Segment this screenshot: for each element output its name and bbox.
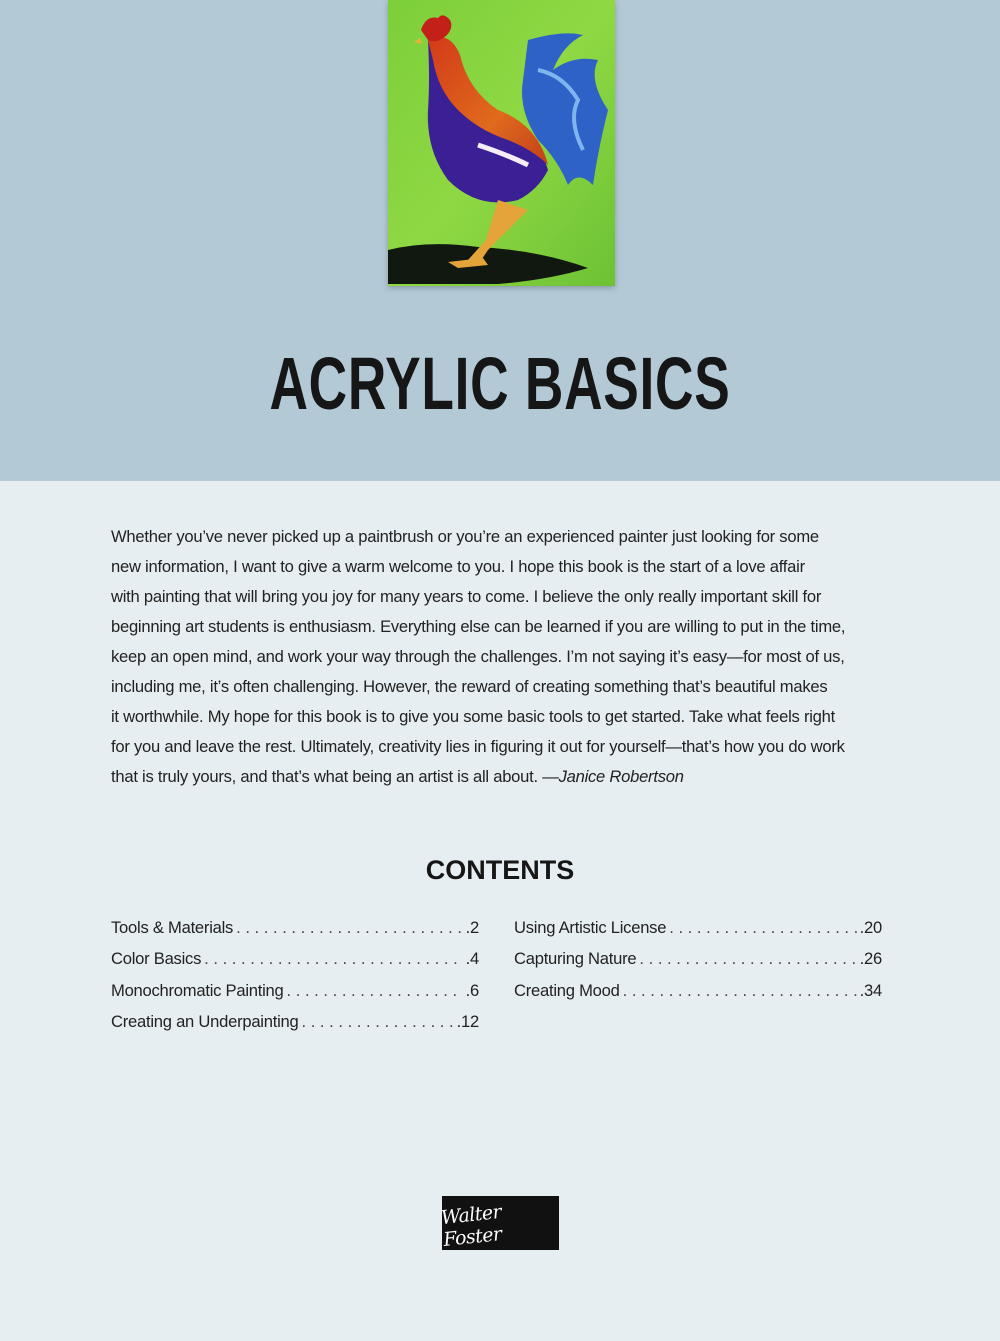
toc-leader (236, 918, 463, 938)
toc-left-column (111, 918, 479, 1043)
toc-entry[interactable] (111, 981, 479, 1012)
intro-line: it worthwhile. My hope for this book is to give you some basic tools to get started. Take what feels right (111, 707, 835, 726)
toc-page: .34 (859, 980, 882, 1000)
page-title: ACRYLIC BASICS (269, 342, 731, 425)
toc-label: Tools & Materials (111, 918, 234, 937)
toc-leader (639, 949, 856, 969)
intro-last-line: that is truly yours, and that’s what being an artist is all about. (111, 767, 543, 786)
publisher-logo-text: Walter Foster (440, 1200, 503, 1251)
intro-line: with painting that will bring you joy for many years to come. I believe the only really important skill for (111, 587, 822, 606)
intro-line: new information, I want to give a warm welcome to you. I hope this book is the start of a love affair (111, 557, 805, 576)
intro-line (111, 762, 911, 792)
toc-page: .4 (465, 949, 479, 969)
toc-label: Capturing Nature (514, 949, 637, 969)
intro-line: for you and leave the rest. Ultimately, creativity lies in figuring it out for yourself—that’s how you do work (111, 737, 845, 756)
toc-entry[interactable] (111, 949, 479, 980)
intro-line: keep an open mind, and work your way through the challenges. I’m not saying it’s easy—for most of us, (111, 647, 845, 666)
intro-line: beginning art students is enthusiasm. Everything else can be learned if you are willing to put in the time, (111, 617, 846, 636)
toc-entry[interactable] (514, 918, 882, 949)
rooster-painting (388, 0, 615, 286)
toc-page: .6 (465, 980, 479, 1000)
toc-page: .20 (859, 918, 882, 937)
intro-line: Whether you’ve never picked up a paintbrush or you’re an experienced painter just looking for some (111, 527, 819, 546)
intro-paragraph (111, 522, 911, 792)
toc-leader (301, 1012, 453, 1032)
toc-entry[interactable] (514, 949, 882, 980)
toc-label: Creating Mood (514, 980, 620, 1000)
toc-entry[interactable] (514, 981, 882, 1012)
toc-label: Using Artistic License (514, 918, 667, 937)
toc-page: .2 (465, 918, 479, 937)
cover-header (0, 0, 1000, 481)
toc-leader (204, 949, 463, 969)
toc-page: .12 (456, 1011, 479, 1031)
toc-label: Monochromatic Painting (111, 980, 284, 1000)
toc-label: Color Basics (111, 949, 202, 969)
publisher-logo (442, 1196, 559, 1250)
toc-label: Creating an Underpainting (111, 1011, 299, 1031)
toc-leader (669, 918, 856, 938)
toc-leader (623, 981, 857, 1001)
contents-heading: CONTENTS (425, 855, 575, 885)
intro-line: including me, it’s often challenging. However, the reward of creating something that’s beautiful makes (111, 677, 828, 696)
author-signature: —Janice Robertson (542, 767, 684, 786)
toc-right-column (514, 918, 882, 1012)
toc-page: .26 (859, 949, 882, 969)
toc-entry[interactable] (111, 918, 479, 949)
toc-entry[interactable] (111, 1012, 479, 1043)
toc-leader (287, 981, 463, 1001)
